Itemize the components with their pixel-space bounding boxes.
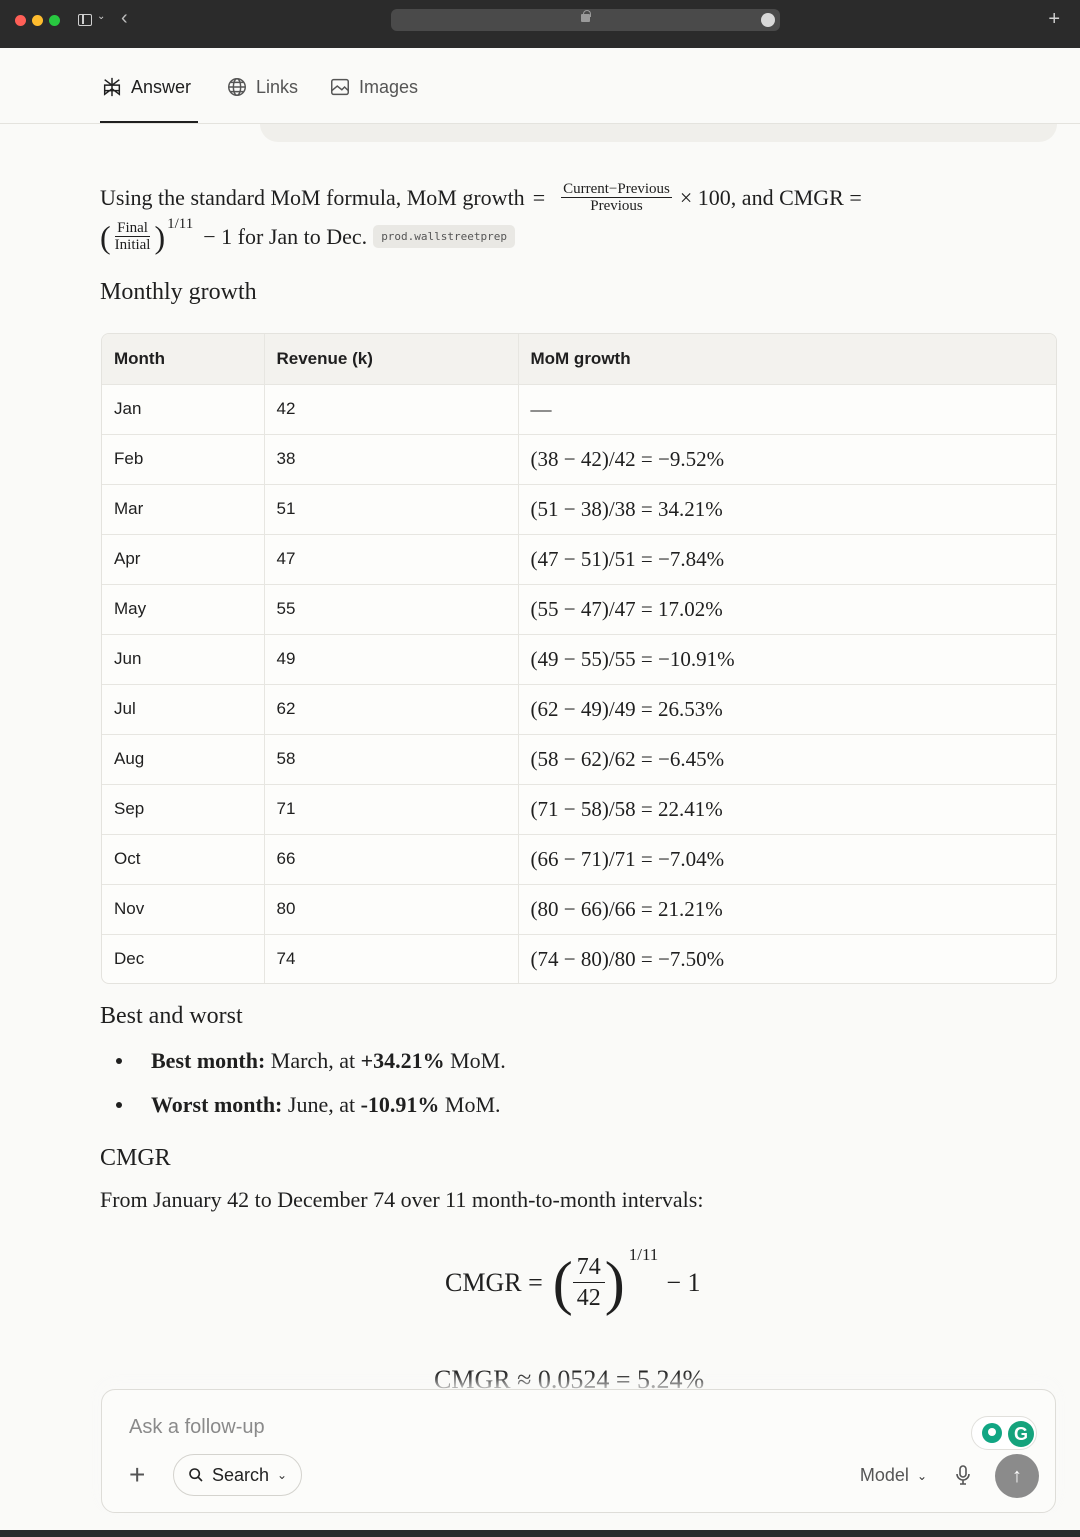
- mom-growth-cell: (62 − 49)/49 = 26.53%: [518, 684, 1056, 734]
- worst-month-text: [151, 1092, 501, 1118]
- followup-composer: [101, 1389, 1056, 1513]
- intro-text: − 1 for Jan to Dec.: [203, 223, 368, 249]
- answer-tabs: [0, 48, 1080, 124]
- fraction-denominator: Previous: [590, 198, 643, 214]
- heading-cmgr: CMGR: [100, 1145, 171, 1171]
- revenue-cell: 38: [264, 434, 518, 484]
- month-cell: Jul: [102, 684, 264, 734]
- new-tab-button[interactable]: +: [1048, 8, 1060, 30]
- revenue-cell: 47: [264, 534, 518, 584]
- fraction-numerator: Current−Previous: [563, 181, 670, 197]
- model-label: Model: [859, 1465, 909, 1485]
- cmgr-intro-text: [100, 1187, 703, 1213]
- cmgr-formula-fraction: [113, 220, 153, 253]
- model-selector-button[interactable]: [860, 1465, 927, 1486]
- revenue-cell: 66: [264, 834, 518, 884]
- text-segment: June, at: [282, 1092, 361, 1117]
- microphone-icon[interactable]: [955, 1465, 971, 1485]
- month-cell: Aug: [102, 734, 264, 784]
- mom-growth-cell: —: [518, 384, 1056, 434]
- best-month-label: Best month:: [151, 1048, 266, 1073]
- tab-label: Answer: [131, 76, 192, 97]
- image-icon: [329, 76, 351, 98]
- intro-text: × 100, and CMGR =: [679, 184, 862, 210]
- previous-card-edge: [260, 124, 1057, 142]
- month-cell: Feb: [102, 434, 264, 484]
- open-paren: (: [552, 1249, 573, 1316]
- table-row: [102, 634, 1056, 684]
- text-segment: MoM.: [439, 1092, 501, 1117]
- month-cell: May: [102, 584, 264, 634]
- revenue-cell: 51: [264, 484, 518, 534]
- attach-plus-button[interactable]: +: [129, 1459, 146, 1490]
- bullet-dot: [116, 1102, 122, 1108]
- active-tab-indicator: [100, 121, 198, 123]
- bullet-dot: [116, 1058, 122, 1064]
- chevron-down-icon: ⌄: [277, 1468, 288, 1482]
- worst-month-label: Worst month:: [151, 1092, 283, 1117]
- table-row: [102, 484, 1056, 534]
- minimize-window-button[interactable]: [32, 15, 43, 26]
- revenue-cell: 42: [264, 384, 518, 434]
- revenue-cell: 49: [264, 634, 518, 684]
- tab-answer[interactable]: [101, 76, 191, 98]
- monthly-growth-table: [101, 333, 1057, 984]
- table-row: [102, 884, 1056, 934]
- revenue-cell: 71: [264, 784, 518, 834]
- formula-minus-one: − 1: [666, 1267, 701, 1297]
- formula-fraction: [573, 1252, 605, 1313]
- address-bar[interactable]: [391, 9, 780, 31]
- tab-images[interactable]: [329, 76, 418, 98]
- heading-monthly-growth: Monthly growth: [100, 279, 257, 305]
- intro-text: Using the standard MoM formula, MoM growth: [100, 184, 525, 210]
- window-bottom-edge: [0, 1530, 1080, 1537]
- lightbulb-icon[interactable]: [982, 1423, 1002, 1443]
- revenue-cell: 80: [264, 884, 518, 934]
- table-row: [102, 534, 1056, 584]
- mom-growth-cell: (71 − 58)/58 = 22.41%: [518, 784, 1056, 834]
- revenue-cell: 74: [264, 934, 518, 984]
- cmgr-formula: [445, 1244, 701, 1316]
- perplexity-logo-icon: [101, 76, 123, 98]
- best-month-text: [151, 1048, 506, 1074]
- fraction-numerator: Final: [117, 220, 148, 236]
- column-header-month: Month: [102, 334, 264, 384]
- fraction-denominator: Initial: [114, 237, 151, 253]
- revenue-cell: 55: [264, 584, 518, 634]
- extension-icon[interactable]: [761, 13, 775, 27]
- month-cell: Jun: [102, 634, 264, 684]
- month-cell: Dec: [102, 934, 264, 984]
- text-segment: over 11 month-to-month intervals:: [395, 1187, 704, 1212]
- equals-sign: =: [532, 184, 546, 210]
- table-row: [102, 784, 1056, 834]
- table-row: [102, 834, 1056, 884]
- close-window-button[interactable]: [15, 15, 26, 26]
- best-month-value: +34.21%: [360, 1048, 445, 1073]
- month-cell: Oct: [102, 834, 264, 884]
- dec-value: 74: [373, 1187, 396, 1212]
- mom-growth-cell: (66 − 71)/71 = −7.04%: [518, 834, 1056, 884]
- table-row: [102, 434, 1056, 484]
- mom-formula-fraction: [561, 181, 672, 214]
- text-segment: MoM.: [444, 1048, 506, 1073]
- followup-input[interactable]: [129, 1416, 909, 1439]
- mom-growth-cell: (49 − 55)/55 = −10.91%: [518, 634, 1056, 684]
- tab-links[interactable]: [226, 76, 298, 98]
- month-cell: Nov: [102, 884, 264, 934]
- month-cell: Jan: [102, 384, 264, 434]
- mom-growth-cell: (58 − 62)/62 = −6.45%: [518, 734, 1056, 784]
- table-row: [102, 684, 1056, 734]
- exponent: 1/11: [167, 216, 194, 232]
- writing-assistant-badges[interactable]: [971, 1416, 1037, 1450]
- table-row: [102, 384, 1056, 434]
- close-paren: ): [154, 218, 166, 255]
- mom-growth-cell: (47 − 51)/51 = −7.84%: [518, 534, 1056, 584]
- revenue-cell: 58: [264, 734, 518, 784]
- fraction-denominator: 42: [576, 1285, 601, 1311]
- intro-paragraph-line1: [100, 181, 1060, 214]
- month-cell: Apr: [102, 534, 264, 584]
- cmgr-result: CMGR ≈ 0.0524 = 5.24%: [434, 1365, 705, 1389]
- fraction-numerator: 74: [573, 1252, 605, 1283]
- tab-label: Images: [359, 76, 419, 97]
- column-header-mom: MoM growth: [518, 334, 1056, 384]
- worst-month-value: -10.91%: [360, 1092, 440, 1117]
- text-segment: March, at: [265, 1048, 361, 1073]
- heading-best-and-worst: Best and worst: [100, 1003, 243, 1029]
- globe-icon: [226, 76, 248, 98]
- mom-growth-cell: (51 − 38)/38 = 34.21%: [518, 484, 1056, 534]
- source-citation-chip[interactable]: prod.wallstreetprep: [373, 225, 515, 248]
- table-header-row: [102, 334, 1056, 384]
- zoom-window-button[interactable]: [49, 15, 60, 26]
- exponent: 1/11: [628, 1244, 659, 1264]
- month-cell: Sep: [102, 784, 264, 834]
- grammarly-icon[interactable]: G: [1008, 1421, 1034, 1447]
- mom-growth-cell: (38 − 42)/42 = −9.52%: [518, 434, 1056, 484]
- lock-icon: [581, 14, 590, 22]
- mom-growth-cell: (74 − 80)/80 = −7.50%: [530, 946, 725, 971]
- browser-toolbar: [0, 0, 1080, 48]
- table-row: [102, 934, 1056, 984]
- chevron-down-icon: ⌄: [916, 1468, 927, 1483]
- intro-paragraph-line2: [100, 216, 515, 255]
- text-segment: From January: [100, 1187, 228, 1212]
- open-paren: (: [100, 218, 111, 255]
- back-arrow-icon[interactable]: ‹: [121, 7, 128, 29]
- search-icon: [188, 1467, 204, 1483]
- formula-lhs: CMGR =: [445, 1267, 543, 1297]
- tab-label: Links: [256, 76, 299, 97]
- jan-value: 42: [227, 1187, 250, 1212]
- chevron-down-icon[interactable]: ⌄: [97, 11, 106, 22]
- search-mode-button[interactable]: [173, 1454, 302, 1496]
- month-cell: Mar: [102, 484, 264, 534]
- send-arrow-button[interactable]: ↑: [995, 1454, 1039, 1498]
- search-mode-label: Search: [212, 1464, 270, 1485]
- mom-growth-cell: (55 − 47)/47 = 17.02%: [518, 584, 1056, 634]
- table-row: [102, 734, 1056, 784]
- column-header-revenue: Revenue (k): [264, 334, 518, 384]
- text-segment: to December: [249, 1187, 374, 1212]
- close-paren: ): [604, 1249, 625, 1316]
- sidebar-toggle-icon[interactable]: [78, 14, 92, 26]
- table-row: [102, 584, 1056, 634]
- mom-growth-cell: (80 − 66)/66 = 21.21%: [518, 884, 1056, 934]
- revenue-cell: 62: [264, 684, 518, 734]
